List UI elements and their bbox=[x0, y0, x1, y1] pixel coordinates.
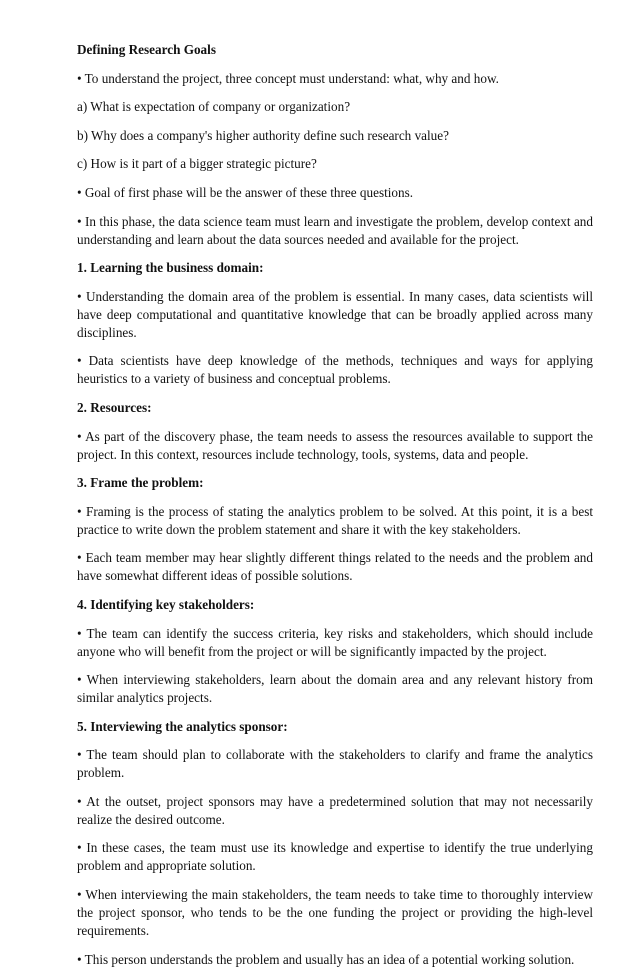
section-heading-analytics-sponsor: 5. Interviewing the analytics sponsor: bbox=[77, 718, 288, 734]
section-paragraph: • In these cases, the team must use its knowledge and expertise to identify the true underlying problem and appropriate solution. bbox=[77, 840, 593, 874]
intro-paragraph: c) How is it part of a bigger strategic picture? bbox=[77, 156, 317, 172]
intro-paragraph: • To understand the project, three concept must understand: what, why and how. bbox=[77, 70, 499, 86]
section-heading-stakeholders: 4. Identifying key stakeholders: bbox=[77, 596, 255, 612]
section-paragraph: • Data scientists have deep knowledge of the methods, techniques and ways for applying heuristics to a variety of business and conceptual problems. bbox=[77, 353, 593, 387]
section-paragraph: • Understanding the domain area of the problem is essential. In many cases, data scientists will have deep computational and quantitative knowledge that can be broadly applied across many disciplines. bbox=[77, 288, 593, 340]
document-page bbox=[77, 41, 593, 979]
intro-paragraph: • Goal of first phase will be the answer of these three questions. bbox=[77, 184, 414, 200]
section-paragraph: • This person understands the problem and usually has an idea of a potential working solution. bbox=[77, 951, 575, 967]
section-heading-resources: 2. Resources: bbox=[77, 399, 152, 415]
intro-paragraph: a) What is expectation of company or organization? bbox=[77, 99, 351, 115]
document-title: Defining Research Goals bbox=[77, 42, 216, 57]
section-paragraph: • The team can identify the success criteria, key risks and stakeholders, which should include anyone who will benefit from the project or will be significantly impacted by the project. bbox=[77, 625, 593, 659]
section-paragraph: • At the outset, project sponsors may have a predetermined solution that may not necessarily realize the desired outcome. bbox=[77, 793, 593, 827]
section-paragraph: • As part of the discovery phase, the team needs to assess the resources available to support the project. In this context, resources include technology, tools, systems, data and people. bbox=[77, 428, 593, 462]
section-paragraph: • Framing is the process of stating the analytics problem to be solved. At this point, it is a best practice to write down the problem statement and share it with the key stakeholders. bbox=[77, 503, 593, 537]
intro-paragraph: • In this phase, the data science team must learn and investigate the problem, develop context and understanding and learn about the data sources needed and available for the project. bbox=[77, 213, 593, 247]
section-heading-frame-problem: 3. Frame the problem: bbox=[77, 475, 204, 491]
section-paragraph: • Each team member may hear slightly different things related to the needs and the problem and have somewhat different ideas of possible solutions. bbox=[77, 550, 593, 584]
intro-paragraph: b) Why does a company's higher authority define such research value? bbox=[77, 127, 449, 143]
section-paragraph: • The team should plan to collaborate with the stakeholders to clarify and frame the analytics problem. bbox=[77, 747, 593, 781]
section-paragraph: • When interviewing stakeholders, learn about the domain area and any relevant history from similar analytics projects. bbox=[77, 672, 593, 706]
section-heading-business-domain: 1. Learning the business domain: bbox=[77, 260, 264, 276]
section-paragraph: • When interviewing the main stakeholders, the team needs to take time to thoroughly interview the project sponsor, who tends to be the one funding the project or providing the high-level requirements. bbox=[77, 887, 593, 939]
